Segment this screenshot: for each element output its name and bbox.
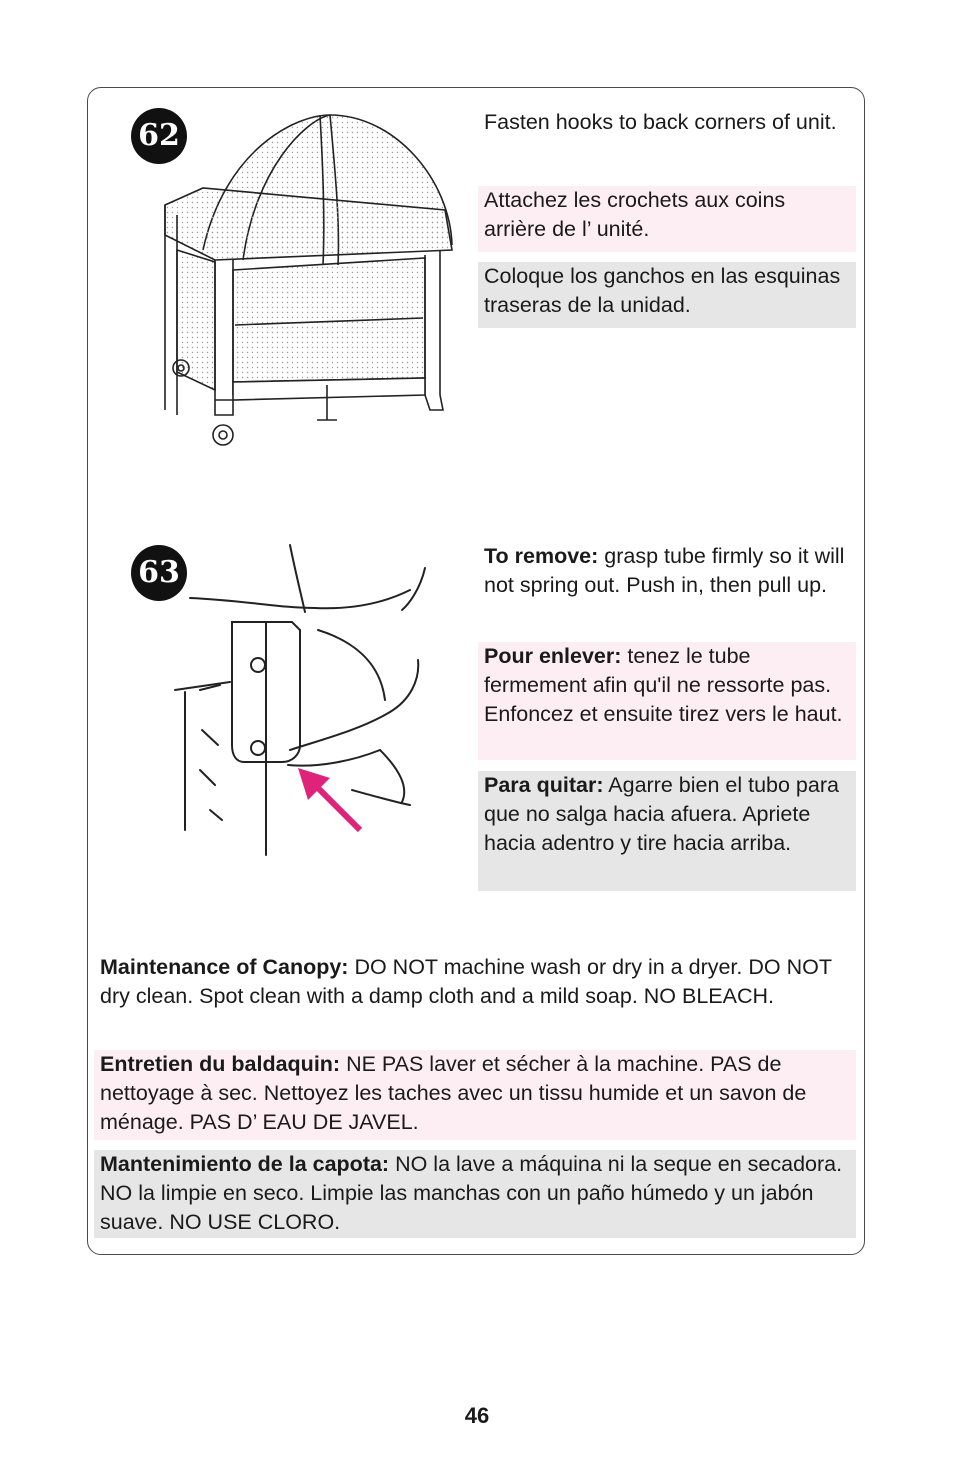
step-62-english: Fasten hooks to back corners of unit. bbox=[484, 110, 837, 134]
playard-canopy-illustration bbox=[155, 110, 465, 450]
maintenance-french: Entretien du baldaquin: NE PAS laver et sécher à la machine. PAS de nettoyage à sec. Nettoyez les taches avec un tissu humide et un savon de ménage. PAS D’ EAU DE JAVEL. bbox=[94, 1050, 856, 1140]
step-63-spanish: Para quitar: Agarre bien el tubo para que no salga hacia afuera. Apriete hacia adentro y tire hacia arriba. bbox=[478, 771, 856, 891]
step-63-badge: 63 bbox=[131, 545, 187, 601]
step-62-french: Attachez les crochets aux coins arrière de l’ unité. bbox=[478, 186, 856, 252]
step-62-badge: 62 bbox=[131, 108, 187, 164]
maintenance-spanish: Mantenimiento de la capota: NO la lave a máquina ni la seque en secadora. NO la limpie en seco. Limpie las manchas con un paño húmedo y un jabón suave. NO USE CLORO. bbox=[94, 1150, 856, 1238]
page-number: 46 bbox=[464, 1403, 490, 1428]
tube-removal-illustration bbox=[170, 540, 445, 860]
maintenance-english: Maintenance of Canopy: DO NOT machine wash or dry in a dryer. DO NOT dry clean. Spot clean with a damp cloth and a mild soap. NO BLEACH. bbox=[100, 955, 832, 1008]
step-63-french: Pour enlever: tenez le tube fermement afin qu'il ne ressorte pas. Enfoncez et ensuite tirez vers le haut. bbox=[478, 642, 856, 760]
step-62-spanish: Coloque los ganchos en las esquinas traseras de la unidad. bbox=[478, 262, 856, 328]
step-63-english: To remove: grasp tube firmly so it will not spring out. Push in, then pull up. bbox=[484, 544, 845, 597]
